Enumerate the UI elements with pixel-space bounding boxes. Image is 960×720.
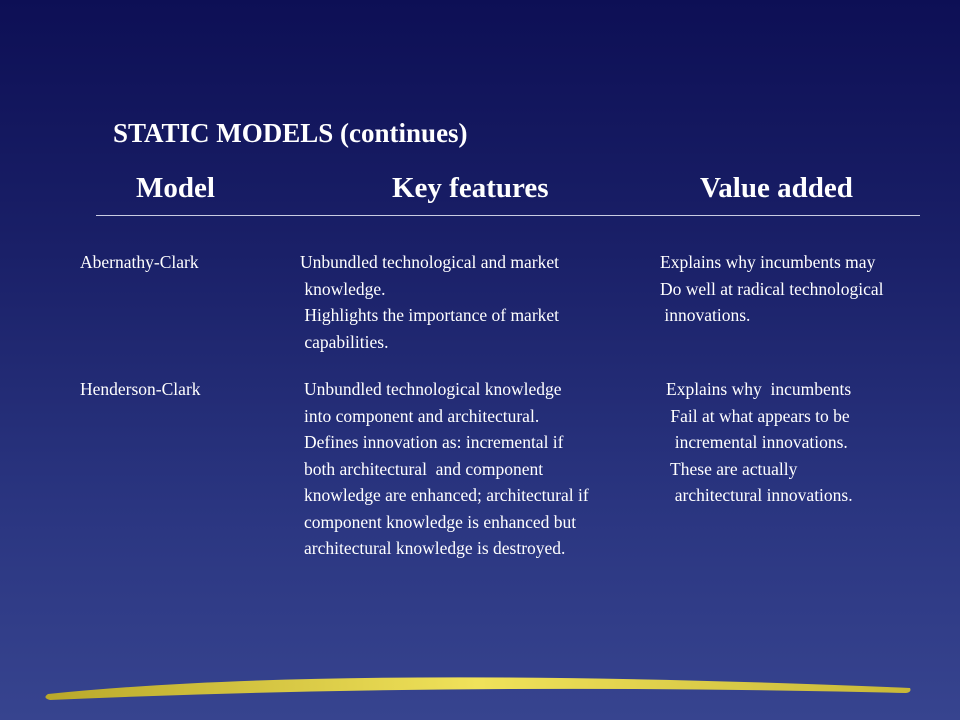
column-header-key-features: Key features	[392, 172, 549, 204]
column-header-value-added: Value added	[700, 172, 853, 204]
row-henderson-clark-features: Unbundled technological knowledge into component and architectural. Defines innovation as: incremental if both architectural and component knowledge are enhanced; architectural if component knowledge is enhanced but architectural knowledge is destroyed.	[304, 379, 589, 558]
slide-title: STATIC MODELS (continues)	[113, 118, 468, 148]
row-abernathy-clark-model: Abernathy-Clark	[80, 252, 199, 272]
column-header-model: Model	[136, 172, 215, 204]
row-abernathy-clark-value: Explains why incumbents may Do well at radical technological innovations.	[660, 252, 884, 325]
row-henderson-clark-model: Henderson-Clark	[80, 379, 201, 399]
header-divider	[96, 215, 920, 216]
row-henderson-clark-value: Explains why incumbents Fail at what appears to be incremental innovations. These are actually architectural innovations.	[666, 379, 853, 505]
decorative-swoosh	[40, 660, 920, 710]
row-abernathy-clark-features: Unbundled technological and market knowledge. Highlights the importance of market capabilities.	[300, 252, 560, 352]
